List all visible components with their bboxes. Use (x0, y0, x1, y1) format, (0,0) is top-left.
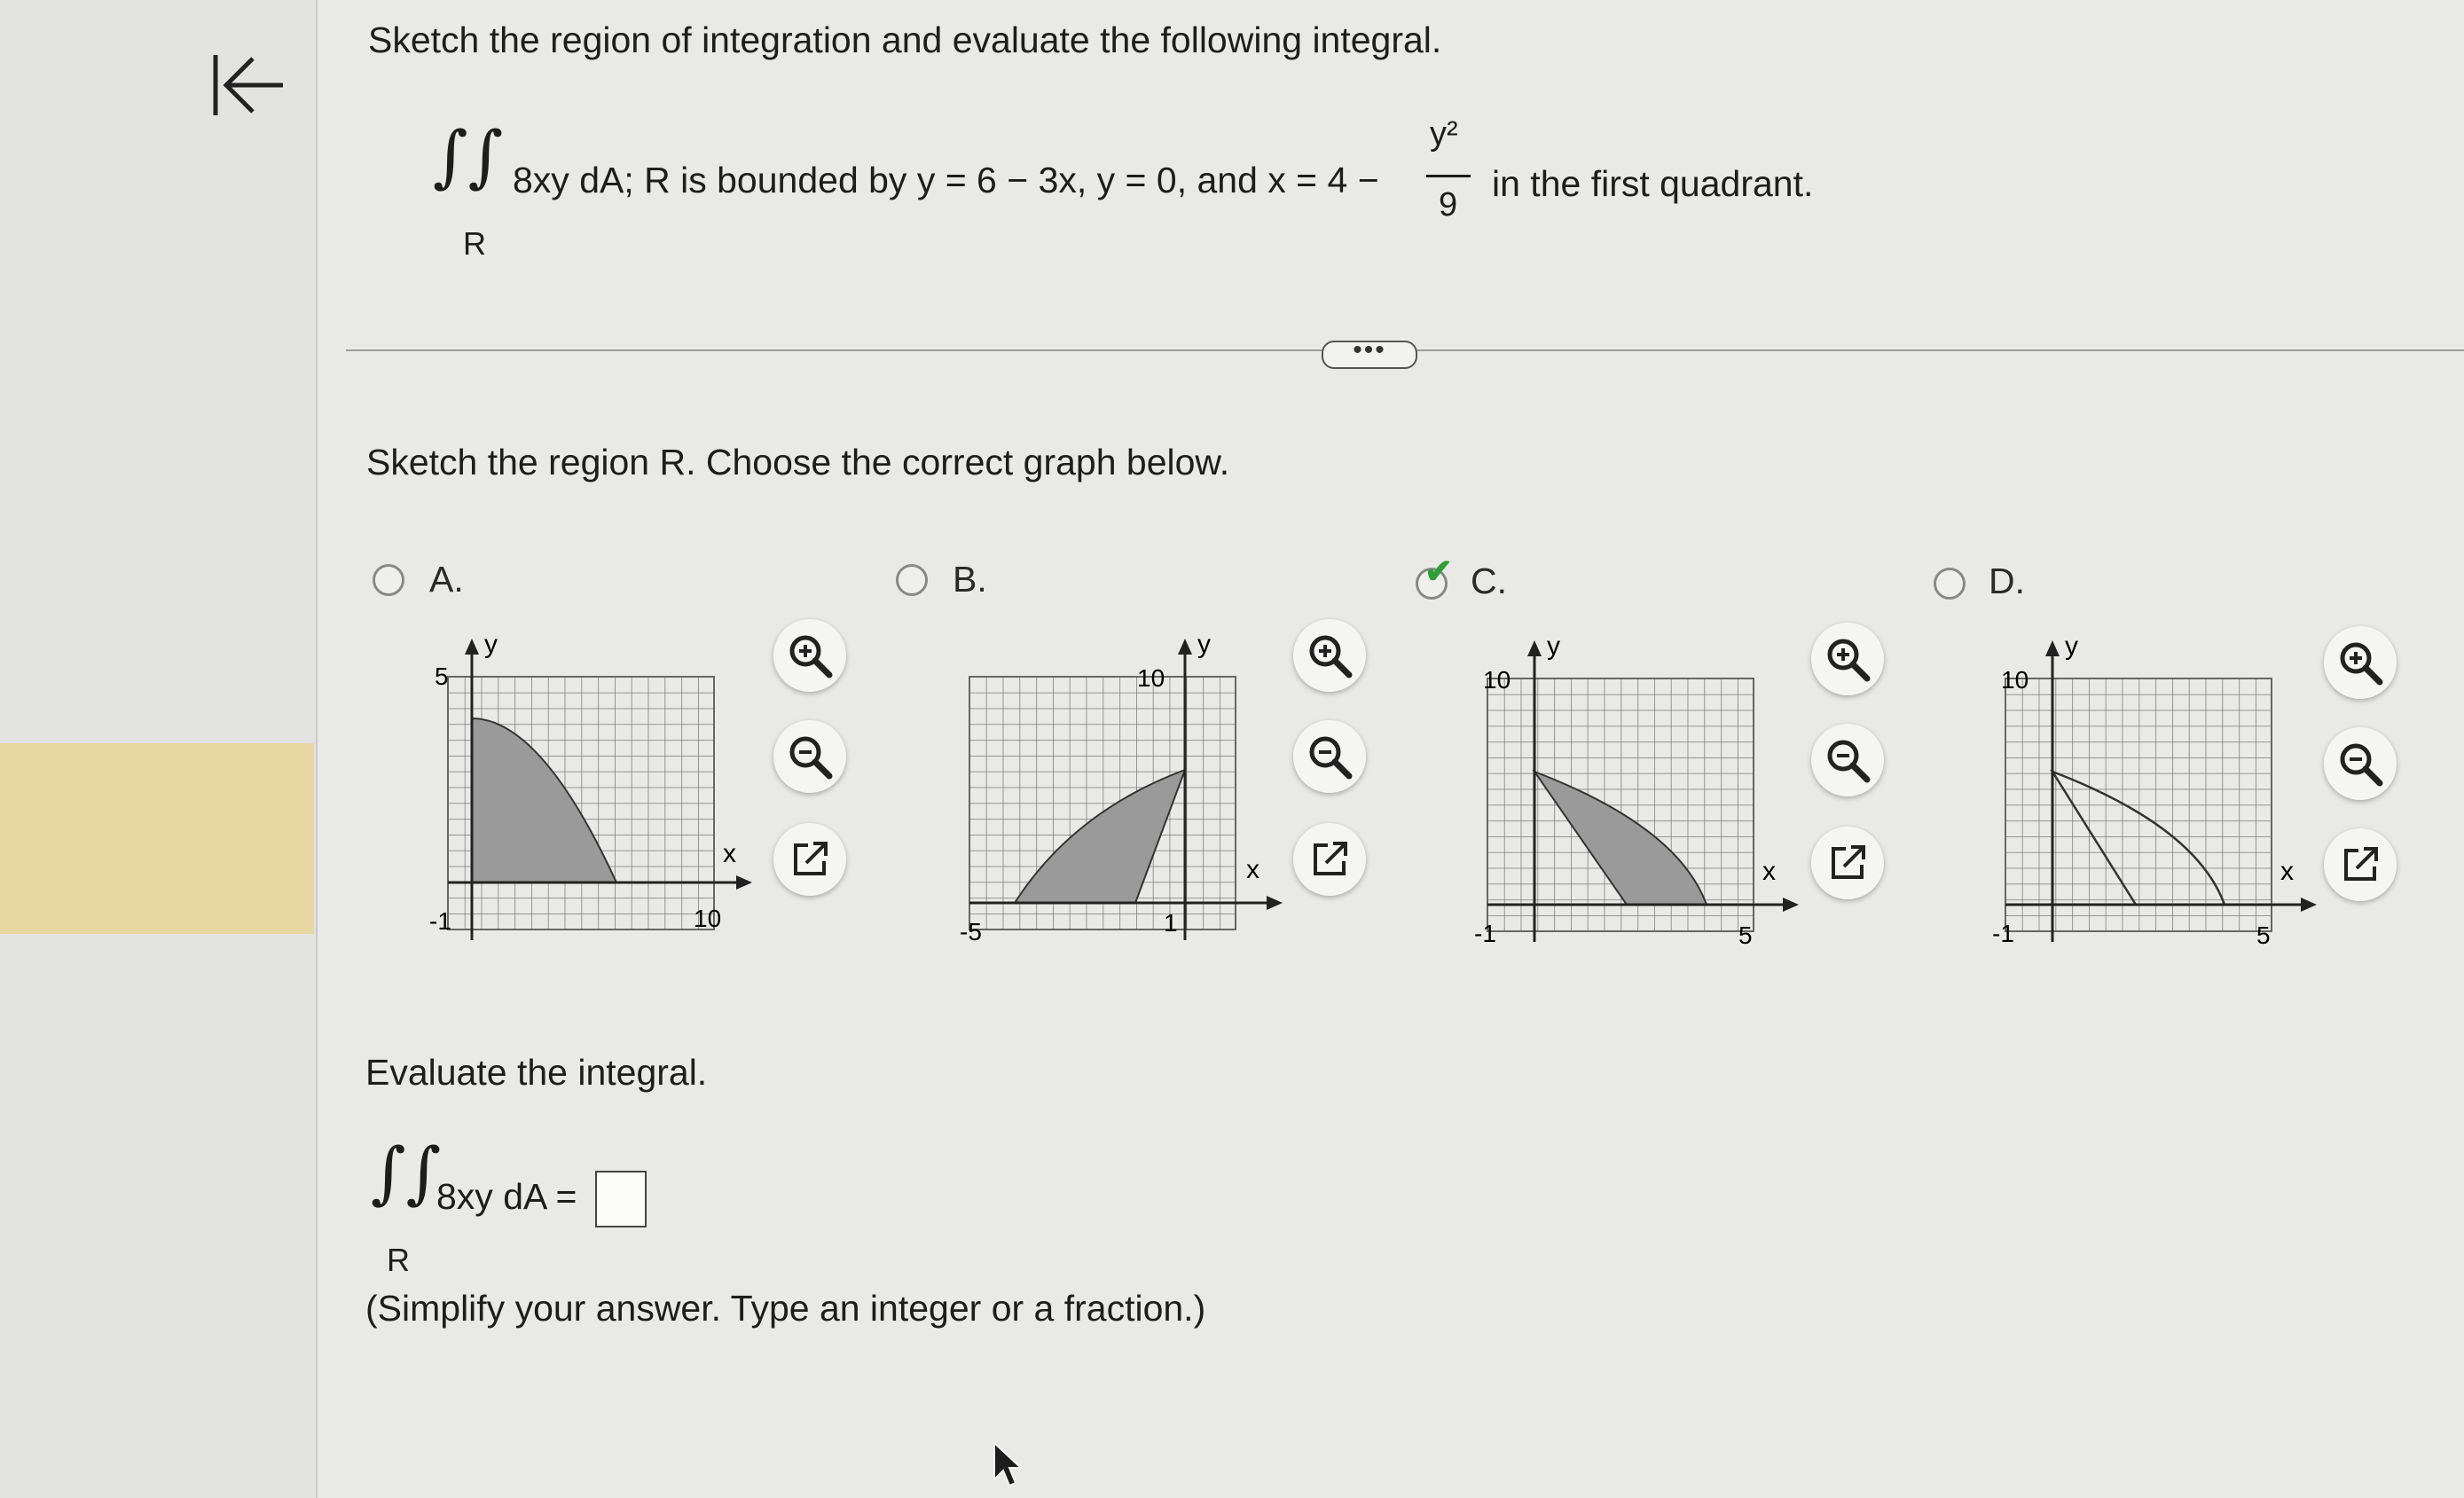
option-d-x-label: x (2280, 857, 2294, 886)
back-to-start-icon[interactable] (208, 50, 288, 121)
option-d-radio[interactable] (1934, 568, 1966, 600)
option-b-graph (940, 621, 1295, 949)
option-d-label: D. (1989, 561, 2025, 601)
option-a-radio[interactable] (373, 564, 404, 596)
option-c-x-arrow (1783, 898, 1799, 912)
option-b-label: B. (953, 559, 987, 600)
answer-region-subscript: R (387, 1242, 410, 1278)
option-a-zoom-out-button[interactable] (773, 720, 846, 793)
option-c-label: C. (1471, 561, 1507, 601)
option-c-graph (1456, 623, 1811, 951)
option-c-y-arrow (1527, 640, 1542, 656)
zoom-in-icon (1821, 632, 1874, 686)
option-a-tick-neg: -1 (429, 907, 451, 935)
option-c-tick-x: 5 (1738, 922, 1753, 949)
option-b-zoom-in-button[interactable] (1293, 619, 1366, 692)
show-more-button[interactable]: ••• (1322, 341, 1417, 369)
mouse-pointer-icon (992, 1440, 1024, 1488)
part1-prompt: Sketch the region R. Choose the correct graph below. (366, 442, 1230, 482)
fraction-bar (1426, 175, 1471, 177)
option-d-zoom-in-button[interactable] (2324, 626, 2397, 699)
zoom-out-icon (783, 730, 836, 783)
option-a-tick-y: 5 (435, 663, 449, 690)
option-c-x-label: x (1762, 857, 1776, 886)
zoom-in-icon (783, 629, 836, 682)
open-in-new-window-icon (1303, 833, 1356, 886)
zoom-out-icon (2334, 737, 2387, 790)
open-in-new-window-icon (1821, 836, 1874, 890)
option-b-tick-y: 10 (1137, 664, 1165, 692)
option-d-popout-button[interactable] (2324, 828, 2397, 901)
correct-check-icon: ✔ (1424, 553, 1453, 591)
option-d-tick-y: 10 (2001, 666, 2029, 694)
option-b-tick-neg: -5 (960, 918, 982, 945)
answer-integral-sign: ∫∫ (371, 1133, 442, 1212)
option-a-graph (417, 621, 772, 949)
zoom-in-icon (2334, 636, 2387, 689)
option-d-zoom-out-button[interactable] (2324, 727, 2397, 800)
option-a-tick-x: 10 (694, 905, 722, 932)
option-d-graph (1974, 623, 2329, 951)
option-a-zoom-in-button[interactable] (773, 619, 846, 692)
open-in-new-window-icon (783, 833, 836, 886)
option-b-x-label: x (1246, 855, 1259, 884)
option-b-popout-button[interactable] (1293, 823, 1366, 896)
option-d-tick-x: 5 (2256, 922, 2271, 949)
option-c-y-label: y (1547, 631, 1560, 661)
sidebar-highlight (0, 743, 314, 934)
option-d-y-label: y (2065, 631, 2078, 661)
region-subscript: R (463, 225, 486, 262)
fraction-denominator: 9 (1439, 186, 1458, 224)
part2-prompt: Evaluate the integral. (365, 1052, 708, 1093)
integrand-text: 8xy dA; R is bounded by y = 6 − 3x, y = 0, and x = 4 − (513, 160, 1379, 200)
option-a-label: A. (429, 559, 464, 600)
zoom-out-icon (1303, 730, 1356, 783)
option-c-zoom-in-button[interactable] (1811, 623, 1884, 695)
option-a-x-arrow (736, 875, 752, 890)
option-c-tick-neg: -1 (1474, 920, 1496, 947)
problem-suffix: in the first quadrant. (1492, 163, 1814, 204)
option-a-y-label: y (484, 630, 498, 659)
problem-title: Sketch the region of integration and evaluate the following integral. (368, 20, 1442, 60)
answer-hint: (Simplify your answer. Type an integer or a fraction.) (365, 1288, 1206, 1329)
open-in-new-window-icon (2334, 838, 2387, 891)
answer-integrand: 8xy dA = (436, 1176, 577, 1217)
option-a-x-label: x (723, 839, 736, 868)
option-b-x-arrow (1267, 896, 1283, 910)
zoom-in-icon (1303, 629, 1356, 682)
option-b-tick-x: 1 (1164, 909, 1178, 937)
option-c-tick-y: 10 (1483, 666, 1511, 694)
option-b-y-arrow (1178, 639, 1192, 655)
fraction-numerator: y² (1430, 115, 1458, 153)
option-a-popout-button[interactable] (773, 823, 846, 896)
option-b-zoom-out-button[interactable] (1293, 720, 1366, 793)
option-b-radio[interactable] (896, 564, 928, 596)
answer-input[interactable] (595, 1171, 647, 1227)
zoom-out-icon (1821, 733, 1874, 787)
option-c-zoom-out-button[interactable] (1811, 724, 1884, 796)
double-integral-sign: ∫∫ (433, 116, 504, 195)
option-d-y-arrow (2045, 640, 2060, 656)
left-sidebar (0, 0, 318, 1498)
option-d-grid (2005, 678, 2272, 931)
option-d-tick-neg: -1 (1992, 920, 2014, 947)
option-c-popout-button[interactable] (1811, 827, 1884, 899)
option-d-x-arrow (2301, 898, 2317, 912)
option-a-y-arrow (465, 639, 479, 655)
option-b-y-label: y (1197, 630, 1211, 659)
